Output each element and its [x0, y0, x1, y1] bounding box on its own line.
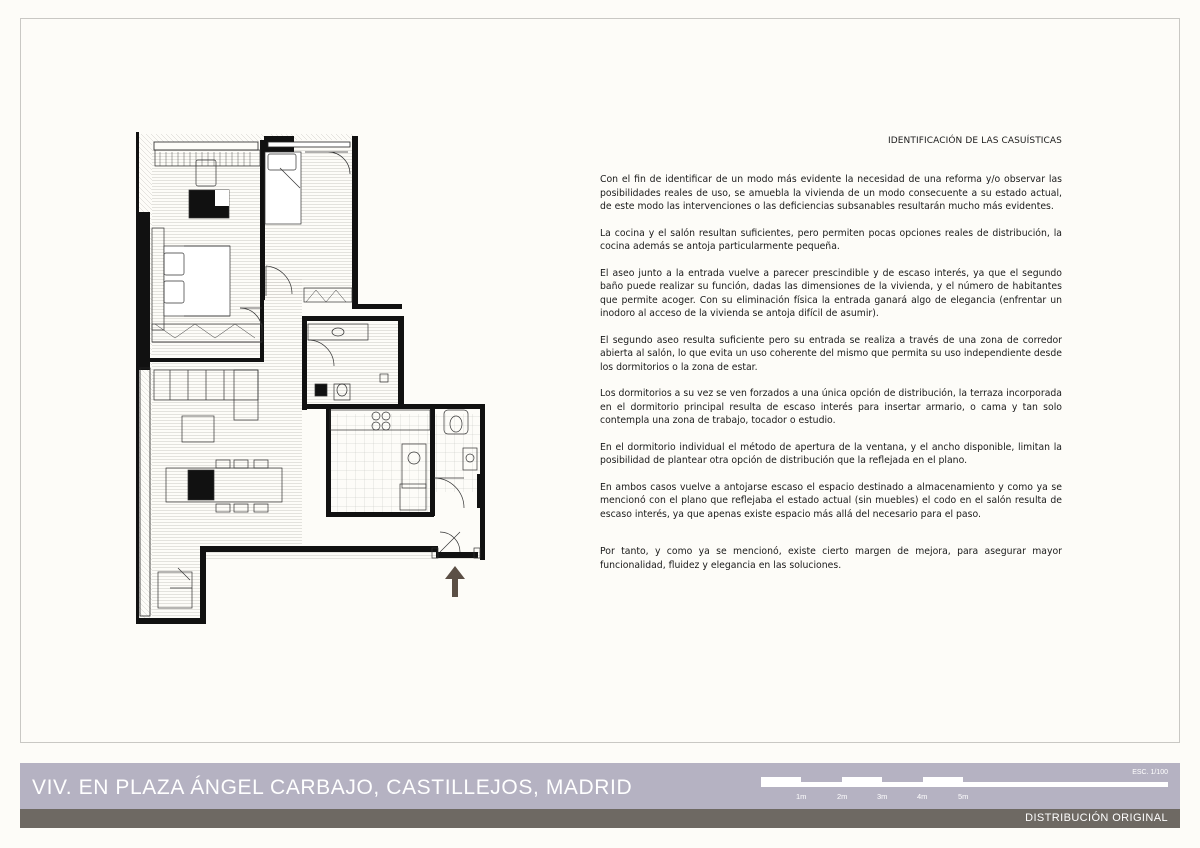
paragraph-2: La cocina y el salón resultan suficientes, pero permiten pocas opciones reales de distribución, la cocina además se antoja particularmente pequeña.: [600, 227, 1062, 252]
drawing-subtitle: DISTRIBUCIÓN ORIGINAL: [1025, 812, 1168, 824]
scale-bar: [761, 777, 1168, 801]
title-banner: [20, 763, 1180, 809]
scale-label-3m: 3m: [877, 792, 888, 801]
paragraph-3: El aseo junto a la entrada vuelve a parecer prescindible y de escaso interés, ya que el segundo baño puede realizar su función, dadas las dimensiones de la vivienda, y el número de habitantes que permite acoger. Con su eliminación física la entrada ganará algo de elegancia (enfrentar un inodoro al acceso de la vivienda se antoja difícil de asumir).: [600, 267, 1062, 319]
scale-text: ESC. 1/100: [1132, 769, 1168, 776]
project-title: VIV. EN PLAZA ÁNGEL CARBAJO, CASTILLEJOS, MADRID: [32, 776, 633, 799]
scale-baseline: [761, 782, 1168, 787]
floor-plan: [130, 128, 500, 628]
paragraph-1: Con el fin de identificar de un modo más evidente la necesidad de una reforma y/o observar las posibilidades reales de uso, se amuebla la vivienda de un modo consecuente a su estado actual, de este modo las intervenciones o las deficiencias subsanables resultarán mucho más evidentes.: [600, 174, 1062, 212]
scale-label-5m: 5m: [958, 792, 969, 801]
paragraph-6: En el dormitorio individual el método de apertura de la ventana, y el ancho disponible, limitan la posibilidad de plantear otra opción de distribución que la reflejada en el plano.: [600, 441, 1062, 466]
section-heading: IDENTIFICACIÓN DE LAS CASUÍSTICAS: [887, 136, 1062, 146]
paragraph-conclusion: Por tanto, y como ya se mencionó, existe cierto margen de mejora, para asegurar mayor funcionalidad, fluidez y elegancia en las soluciones.: [600, 546, 1062, 571]
scale-label-4m: 4m: [917, 792, 928, 801]
paragraph-4: El segundo aseo resulta suficiente pero su entrada se realiza a través de una zona de corredor abierta al salón, lo que evita un uso coherente del mismo que permita su uso independiente desde los dormitorios o la zona de estar.: [600, 334, 1062, 373]
entry-arrow-icon: [445, 566, 465, 597]
paragraph-7: En ambos casos vuelve a antojarse escaso el espacio destinado a almacenamiento y como ya se mencionó con el plano que reflejaba el estado actual (sin muebles) el codo en el salón resulta de escaso interés, ya que apenas existe espacio más allá del necesario para el paso.: [600, 481, 1062, 520]
scale-label-2m: 2m: [837, 792, 848, 801]
paragraph-5: Los dormitorios a su vez se ven forzados a una única opción de distribución, la terraza incorporada en el dormitorio principal resulta de escaso interés para insertar armario, o cama y tan solo contempla una zona de trabajo, tocador o estudio.: [600, 388, 1062, 426]
subtitle-bar: [20, 809, 1180, 828]
scale-label-1m: 1m: [796, 792, 807, 801]
description-panel: [600, 136, 1062, 585]
